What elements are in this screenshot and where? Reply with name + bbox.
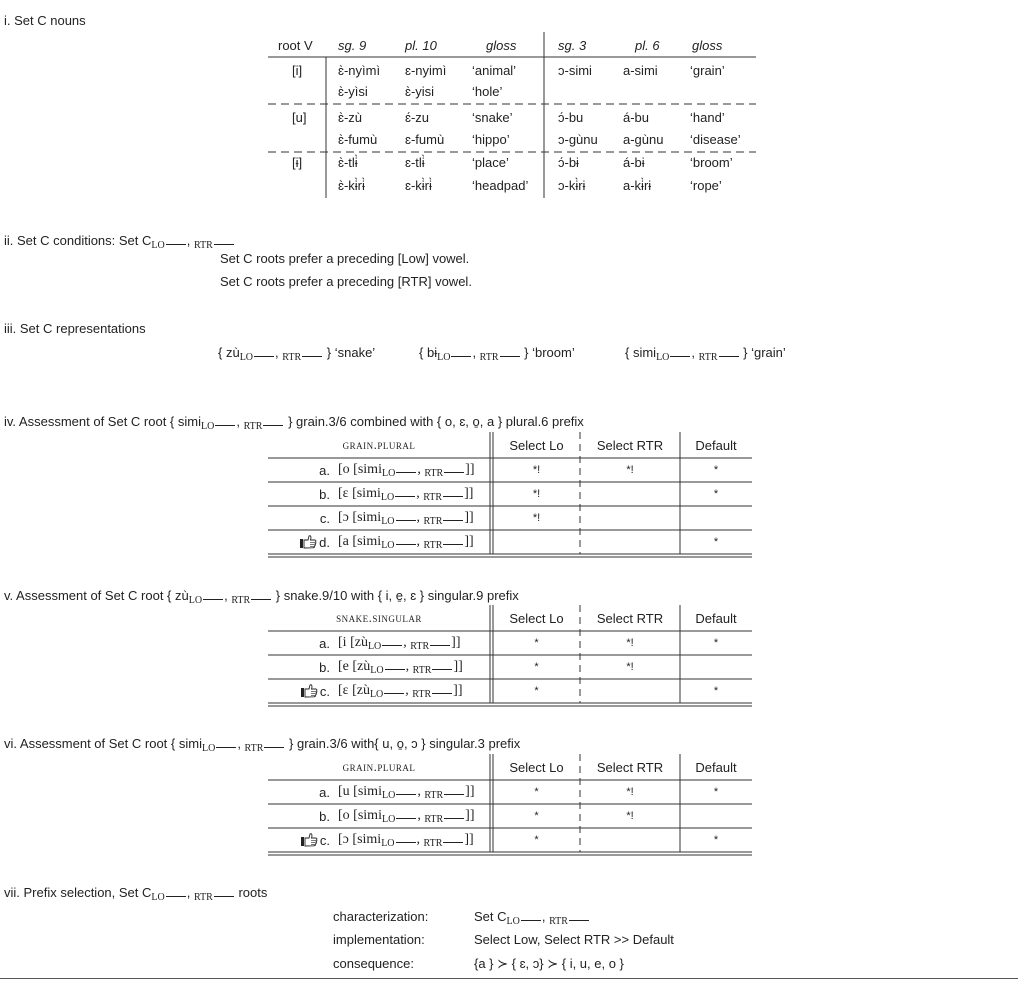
condition-line-1: Set C roots prefer a preceding [Low] vowel.: [220, 251, 470, 266]
lo-subscript: LO: [370, 664, 384, 676]
candidate-row: [268, 679, 490, 703]
prefix-vowel: ɔ: [342, 831, 349, 847]
constraint-header: Select Lo: [509, 759, 564, 775]
noun-cell: ‘animal’: [472, 63, 517, 78]
constraint-header: Select RTR: [596, 759, 664, 775]
violation-mark: *: [713, 834, 719, 846]
noun-cell: a-gùnu: [623, 132, 664, 147]
noun-cell: ‘broom’: [690, 155, 733, 170]
noun-cell: ‘headpad’: [472, 178, 529, 193]
vii-value-characterization: Set $C_{LO}$ , $_{RTR}$: [474, 909, 590, 927]
root-form: simi: [356, 485, 381, 501]
root-vowel-i: [i]: [292, 63, 303, 78]
header-sg3: sg. 3: [558, 38, 587, 53]
violation-mark: [580, 679, 680, 703]
rtr-subscript: RTR: [424, 789, 444, 801]
candidate-form: [o [simi$_{LO}$ , $_{RTR}$ ]]: [338, 461, 475, 479]
violation-mark: [493, 530, 580, 554]
header-pl10: pl. 10: [405, 38, 437, 53]
candidate-label-wrap: [268, 660, 330, 675]
violation-mark: *: [534, 661, 539, 673]
noun-cell: ɔ́-bɨ: [558, 155, 579, 170]
section-v-title: v. Assessment of Set C root { $zù_{LO}$ , $_{RTR}$ } snake.9/10 with { i, e̱, ɛ } singular.9 prefix: [4, 588, 519, 606]
bottom-rule: [0, 978, 1018, 979]
candidate-form: [ɔ [simi$_{LO}$ , $_{RTR}$ ]]: [338, 831, 474, 849]
prefix-vowel: i: [342, 634, 347, 650]
pointing-hand-icon: [300, 535, 316, 548]
candidate-label: b.: [319, 486, 330, 502]
rtr-subscript: RTR: [424, 813, 444, 825]
pointing-hand-icon: [301, 684, 317, 697]
violation-mark: *: [713, 536, 719, 548]
pointing-hand-icon: [301, 833, 317, 846]
noun-cell: ‘grain’: [690, 63, 725, 78]
vii-label-characterization: characterization:: [333, 909, 429, 924]
violation-mark: *!: [532, 512, 541, 524]
candidate-form: [ɛ [simi$_{LO}$ , $_{RTR}$ ]]: [338, 485, 474, 503]
noun-cell: ɛ-kɨ̀rɨ̀: [405, 178, 432, 193]
prefix-vowel: o: [342, 461, 350, 477]
violation-mark: *: [713, 637, 719, 649]
violation-mark: [580, 828, 680, 852]
section-iii-title: iii. Set C representations: [4, 321, 146, 336]
root-form: simi: [357, 783, 382, 799]
violation-mark: *: [534, 786, 539, 798]
section-ii-title: ii. Set C conditions: Set $C_{LO}$ , $_{RTR}$: [4, 233, 235, 251]
tableau-input: grain.plural: [342, 759, 416, 774]
candidate-form: [u [simi$_{LO}$ , $_{RTR}$ ]]: [338, 783, 475, 801]
noun-cell: ɔ́-bu: [558, 110, 584, 125]
noun-cell: ‘hippo’: [472, 132, 510, 147]
constraint-header: Select Lo: [509, 610, 564, 626]
rtr-subscript: RTR: [412, 688, 432, 700]
header-sg9: sg. 9: [338, 38, 367, 53]
rtr-subscript: RTR: [423, 515, 443, 527]
constraint-header: Select RTR: [596, 437, 664, 453]
noun-cell: ɛ̀-nyìmì: [338, 63, 381, 78]
candidate-label: b.: [319, 808, 330, 824]
tableau-input: snake.singular: [336, 610, 422, 625]
root-form: simi: [357, 533, 382, 549]
noun-cell: ɔ-simi: [558, 63, 592, 78]
violation-mark: *: [534, 810, 539, 822]
rtr-subscript: RTR: [423, 491, 443, 503]
violation-mark: [680, 506, 752, 530]
candidate-label: c.: [319, 832, 330, 848]
root-vowel-barred-i: [ɨ]: [292, 155, 303, 170]
representation-snake: { $zù_{LO}$ , $_{RTR}$ } ‘snake’: [218, 345, 376, 363]
candidate-form: [o [simi$_{LO}$ , $_{RTR}$ ]]: [338, 807, 475, 825]
rtr-subscript: RTR: [423, 539, 443, 551]
root-form: zù: [354, 634, 368, 650]
candidate-row: [268, 655, 490, 679]
constraint-header: Default: [695, 610, 737, 626]
violation-mark: [580, 530, 680, 554]
violation-mark: *: [534, 834, 539, 846]
violation-mark: *: [713, 786, 719, 798]
noun-cell: ɛ́-zu: [405, 110, 430, 125]
noun-cell: ɛ-fumù: [405, 132, 445, 147]
section-vii-title: vii. Prefix selection, Set $C_{LO}$ , $_{RTR}$ roots: [4, 885, 268, 903]
noun-cell: ‘hand’: [690, 110, 725, 125]
section-i-title: i. Set C nouns: [4, 13, 86, 28]
candidate-form: [a [simi$_{LO}$ , $_{RTR}$ ]]: [338, 533, 474, 551]
header-gloss-2: gloss: [692, 38, 723, 53]
noun-cell: ‘snake’: [472, 110, 513, 125]
noun-cell: ɛ̀-kɨ̀rɨ̀: [338, 178, 365, 193]
lo-subscript: LO: [381, 539, 395, 551]
root-form: simi: [357, 509, 382, 525]
noun-cell: ɔ-gùnu: [558, 132, 598, 147]
candidate-label-wrap: [268, 833, 330, 848]
rtr-subscript: RTR: [412, 664, 432, 676]
rtr-subscript: RTR: [423, 837, 443, 849]
root-form: zù: [356, 682, 370, 698]
violation-mark: *!: [626, 661, 634, 673]
tableau-vi: [268, 754, 752, 856]
constraint-header: Select Lo: [509, 437, 564, 453]
noun-cell: ‘place’: [472, 155, 509, 170]
noun-cell: ɛ̀-yisi: [405, 84, 435, 99]
violation-mark: [680, 804, 752, 828]
violation-mark: *!: [626, 786, 634, 798]
section-iv-title: iv. Assessment of Set C root { simi$_{LO}$ , $_{RTR}$ } grain.3/6 combined with { o, ɛ, o̱, a } plural.6 prefix: [4, 414, 584, 432]
candidate-form: [ɔ [simi$_{LO}$ , $_{RTR}$ ]]: [338, 509, 474, 527]
violation-mark: [680, 655, 752, 679]
candidate-label-wrap: [268, 463, 330, 478]
header-root-v: root V: [278, 38, 313, 53]
candidate-label-wrap: [268, 535, 330, 550]
tableau-input: grain.plural: [342, 437, 416, 452]
violation-mark: *: [534, 685, 539, 697]
root-form: simi: [357, 461, 382, 477]
violation-mark: [580, 506, 680, 530]
candidate-label: b.: [319, 659, 330, 675]
noun-cell: ɛ̀-tlɨ̀: [338, 155, 358, 170]
root-vowel-u: [u]: [292, 110, 307, 125]
candidate-row: [268, 458, 490, 482]
lo-subscript: LO: [380, 491, 395, 503]
rtr-subscript: RTR: [410, 640, 430, 652]
noun-cell: ɛ-nyimì: [405, 63, 447, 78]
candidate-row: [268, 828, 490, 852]
candidate-label-wrap: [268, 785, 330, 800]
candidate-label: d.: [319, 534, 330, 550]
candidate-label: a.: [319, 462, 330, 478]
constraint-header: Default: [695, 759, 737, 775]
violation-mark: *!: [626, 810, 634, 822]
candidate-label: c.: [319, 683, 330, 699]
violation-mark: *!: [626, 637, 634, 649]
noun-cell: ‘hole’: [472, 84, 503, 99]
candidate-row: [268, 530, 490, 554]
lo-subscript: LO: [381, 515, 395, 527]
noun-cell: a-simi: [623, 63, 658, 78]
noun-cell: á-bɨ: [623, 155, 645, 170]
noun-cell: á-bu: [623, 110, 650, 125]
lo-subscript: LO: [369, 688, 384, 700]
candidate-row: [268, 631, 490, 655]
candidate-form: [i [$zù_{LO}$ , $_{RTR}$ ]]: [338, 634, 461, 652]
set-c-nouns-table: [268, 32, 756, 198]
root-form: simi: [357, 807, 382, 823]
prefix-vowel: ɛ: [342, 682, 349, 698]
violation-mark: *: [713, 685, 719, 697]
prefix-vowel: ɛ: [342, 485, 349, 501]
candidate-form: [e [$zù_{LO}$ , $_{RTR}$ ]]: [338, 658, 463, 676]
candidate-label-wrap: [268, 511, 330, 526]
lo-subscript: LO: [381, 837, 395, 849]
tableau-v: [268, 605, 752, 707]
candidate-row: [268, 482, 490, 506]
rtr-subscript: RTR: [424, 467, 444, 479]
vii-value-implementation: Select Low, Select RTR >> Default: [474, 932, 674, 947]
lo-subscript: LO: [367, 640, 382, 652]
candidate-row: [268, 804, 490, 828]
noun-cell: ɛ̀-fumù: [338, 132, 378, 147]
violation-mark: [580, 482, 680, 506]
candidate-label: a.: [319, 784, 330, 800]
header-gloss-1: gloss: [486, 38, 517, 53]
noun-cell: ɛ̀-yìsi: [338, 84, 368, 99]
tableau-iv: [268, 432, 752, 558]
prefix-vowel: u: [342, 783, 350, 799]
prefix-vowel: e: [342, 658, 349, 674]
violation-mark: *: [713, 464, 719, 476]
candidate-form: [ɛ [$zù_{LO}$ , $_{RTR}$ ]]: [338, 682, 463, 700]
root-form: zù: [357, 658, 371, 674]
noun-cell: a-kɨ̀rɨ: [623, 178, 652, 193]
prefix-vowel: a: [342, 533, 349, 549]
violation-mark: *: [534, 637, 539, 649]
violation-mark: *: [713, 488, 719, 500]
representation-grain: { simi$_{LO}$ , $_{RTR}$ } ‘grain’: [625, 345, 786, 363]
violation-mark: *!: [626, 464, 634, 476]
lo-subscript: LO: [381, 467, 396, 479]
noun-cell: ɛ̀-zù: [338, 110, 363, 125]
prefix-vowel: ɔ: [342, 509, 349, 525]
vii-value-consequence: {a } ≻ { ɛ, ɔ} ≻ { i, u, e, o }: [474, 956, 624, 971]
prefix-vowel: o: [342, 807, 350, 823]
constraint-header: Select RTR: [596, 610, 664, 626]
candidate-label-wrap: [268, 487, 330, 502]
root-form: simi: [357, 831, 382, 847]
representation-broom: { bɨ$_{LO}$ , $_{RTR}$ } ‘broom’: [419, 345, 575, 363]
vii-label-consequence: consequence:: [333, 956, 414, 971]
condition-line-2: Set C roots prefer a preceding [RTR] vowel.: [220, 274, 472, 289]
noun-cell: ɔ-kɨ̀rɨ: [558, 178, 586, 193]
noun-cell: ‘rope’: [690, 178, 722, 193]
candidate-row: [268, 780, 490, 804]
lo-subscript: LO: [381, 813, 396, 825]
constraint-header: Default: [695, 437, 737, 453]
candidate-label-wrap: [268, 636, 330, 651]
lo-subscript: LO: [381, 789, 396, 801]
candidate-row: [268, 506, 490, 530]
candidate-label-wrap: [268, 684, 330, 699]
vii-label-implementation: implementation:: [333, 932, 425, 947]
candidate-label-wrap: [268, 809, 330, 824]
violation-mark: *!: [532, 488, 541, 500]
section-vi-title: vi. Assessment of Set C root { simi$_{LO}$ , $_{RTR}$ } grain.3/6 with{ u, o̱, ɔ } singular.3 prefix: [4, 736, 521, 754]
noun-cell: ‘disease’: [690, 132, 741, 147]
noun-cell: ɛ-tlɨ̀: [405, 155, 425, 170]
header-pl6: pl. 6: [635, 38, 660, 53]
violation-mark: *!: [532, 464, 541, 476]
candidate-label: a.: [319, 635, 330, 651]
candidate-label: c.: [319, 510, 330, 526]
